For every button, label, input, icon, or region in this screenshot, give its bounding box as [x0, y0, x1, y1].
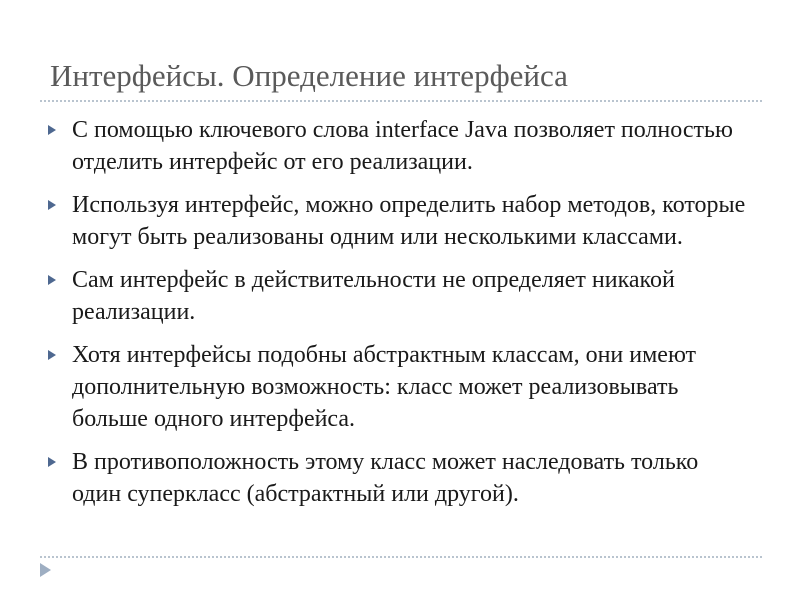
- triangle-bullet-icon: [48, 275, 56, 285]
- bullet-item: [46, 189, 746, 253]
- bullet-item: [46, 339, 746, 435]
- bullet-text: Используя интерфейс, можно определить набор методов, которые могут быть реализованы одним или несколькими классами.: [72, 192, 746, 250]
- triangle-bullet-icon: [48, 125, 56, 135]
- bullet-text: В противоположность этому класс может наследовать только один суперкласс (абстрактный или другой).: [72, 449, 699, 507]
- bullet-text: Сам интерфейс в действительности не определяет никакой реализации.: [72, 267, 675, 325]
- title-divider: [40, 100, 762, 102]
- bullet-text: Хотя интерфейсы подобны абстрактным классам, они имеют дополнительную возможность: класс может реализовывать больше одного интерфейса.: [72, 342, 697, 432]
- next-slide-arrow-icon[interactable]: [40, 563, 51, 577]
- triangle-bullet-icon: [48, 457, 56, 467]
- footer-divider: [40, 556, 762, 558]
- triangle-bullet-icon: [48, 350, 56, 360]
- triangle-bullet-icon: [48, 200, 56, 210]
- slide-title: Интерфейсы. Определение интерфейса: [50, 58, 568, 93]
- bullet-text: С помощью ключевого слова interface Java позволяет полностью отделить интерфейс от его реализации.: [72, 117, 733, 175]
- bullet-item: [46, 446, 746, 510]
- bullet-item: [46, 264, 746, 328]
- bullet-item: [46, 114, 746, 178]
- bullet-list: [46, 114, 746, 521]
